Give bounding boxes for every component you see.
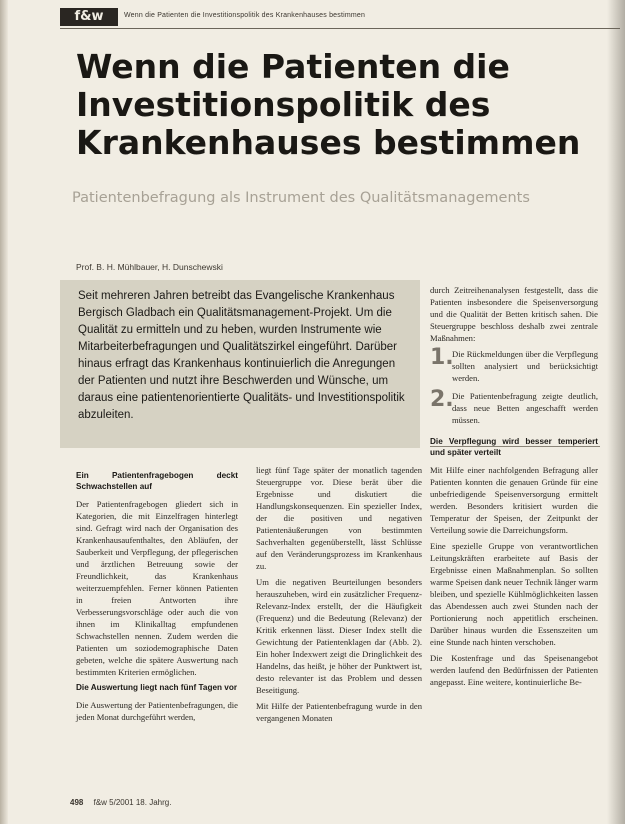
page-spine-shadow bbox=[0, 0, 8, 824]
column-2-paragraph-3: Mit Hilfe der Patientenbefragung wurde in den vergangenen Monaten bbox=[256, 701, 422, 723]
column-1-paragraph-2: Die Auswertung der Patientenbefragungen, die jeden Monat durchgeführt werden, bbox=[76, 700, 238, 722]
section-heading-evaluation: Die Auswertung liegt nach fünf Tagen vor bbox=[76, 683, 238, 692]
numbered-item-2 bbox=[430, 387, 598, 426]
issue-info: f&w 5/2001 18. Jahrg. bbox=[93, 798, 172, 807]
header-divider bbox=[60, 28, 620, 29]
column-2-paragraph-1: liegt fünf Tage später der monatlich tagenden Steuergruppe vor. Diese berät über die Ergebnisse und diskutiert die Handlungskonsequenzen. Ein spezieller Index, der die positiven und negativen Patientenäußerungen von bestimmten Sachverhalten gegenüberstellt, lässt Schlüsse auf den Veränderungsprozess im Krankenhaus zu. bbox=[256, 465, 422, 571]
intro-text: Seit mehreren Jahren betreibt das Evangelische Krankenhaus Bergisch Gladbach ein Qualitätsmanagement-Projekt. Um die Qualität zu ermitteln und zu heben, wurden Instrumente wie Mitarbeiterbefragungen und Qualitätszirkel eingeführt. Darüber hinaus erfragt das Krankenhaus kontinuierlich die Anregungen der Patienten und nutzt ihre Beschwerden und Wünsche, um daraus eine patientenorientierte Qualitäts- und Investitionspolitik abzuleiten. bbox=[78, 290, 405, 421]
article-title-line-1: Wenn die Patienten die bbox=[76, 47, 510, 86]
article-title-line-3: Krankenhauses bestimmen bbox=[76, 123, 581, 162]
page-footer bbox=[70, 798, 171, 807]
column-1-paragraph-1: Der Patientenfragebogen gliedert sich in Kategorien, die mit Einzelfragen hinterlegt sind. Gefragt wird nach der Organisation des Krankenhausaufenthaltes, den Abläufen, der Sauberkeit und Verpflegung, der pflegerischen und ärztlichen Betreuung sowie der Freundlichkeit, das Krankenhaus weiterzuempfehlen. Ferner können Patienten in freien Antworten ihre Verbesserungsvorschläge oder auch die von ihnen im Klinikalltag empfundenen Schwachstellen nennen. Zudem werden die Patienten um soziodemographische Daten gebeten, welche die spätere Auswertung nach bestimmten Kriterien ermöglichen. bbox=[76, 499, 238, 677]
article-title bbox=[76, 48, 625, 162]
column-2-paragraph-2: Um die negativen Beurteilungen besonders herauszuheben, wird ein zusätzlicher Frequenz-Relevanz-Index erstellt, der die Häufigkeit (Frequenz) und die Bedeutung (Relevanz) der Kritik erkennen lässt. Dieser Index stellt die Gewichtung der Patientenklagen dar (Abb. 2). Ein hoher Indexwert zeigt die Dringlichkeit des Handelns, das heißt, je höher der Punktwert ist, desto relevanter ist das Problem und dessen Beseitigung. bbox=[256, 577, 422, 695]
magazine-logo: f&w bbox=[60, 8, 118, 26]
running-title: Wenn die Patienten die Investitionspolitik des Krankenhauses bestimmen bbox=[124, 12, 366, 19]
numbered-item-1-number: 1. bbox=[430, 345, 454, 370]
column-3 bbox=[430, 284, 598, 692]
section-heading-catering: Die Verpflegung wird besser temperiert und später verteilt bbox=[430, 437, 598, 457]
article-title-line-2: Investitionspolitik des bbox=[76, 85, 491, 124]
column-3-paragraph-3: Eine spezielle Gruppe von verantwortlichen Leitungskräften erarbeitete auf Basis der Ergebnisse einen Maßnahmenplan. So sollten warme Speisen dank neuer Technik länger warm bleiben, und spezielle Kühlmöglichkeiten lassen das Abendessen auch zwei Stunden nach der Portionierung noch appetitlich erscheinen. Darüber hinaus wurden die Essenszeiten um eine Stunde nach hinten verschoben. bbox=[430, 541, 598, 647]
column-2 bbox=[256, 464, 422, 728]
column-3-paragraph-2: Mit Hilfe einer nachfolgenden Befragung aller Patienten konnten die genauen Gründe für eine unbefriedigende Speisenversorgung ermittelt werden. Besonders kritisiert wurden die Temperatur der Speisen, der Zeitpunkt der Verteilung sowie die Darreichungsform. bbox=[430, 465, 598, 535]
numbered-item-2-number: 2. bbox=[430, 387, 454, 412]
numbered-item-2-text: Die Patientenbefragung zeigte deutlich, dass neue Betten angeschafft werden müssen. bbox=[452, 391, 598, 425]
column-3-paragraph-1: durch Zeitreihenanalysen festgestellt, dass die Patienten insbesondere die Speisenversorgung und die Qualität der Betten kritisch sahen. Die Steuergruppe beschloss deshalb zwei zentrale Maßnahmen: bbox=[430, 285, 598, 343]
column-3-divider bbox=[430, 446, 600, 447]
numbered-item-1-text: Die Rückmeldungen über die Verpflegung sollten analysiert und berücksichtigt werden. bbox=[452, 349, 598, 383]
column-1 bbox=[76, 468, 238, 727]
article-authors: Prof. B. H. Mühlbauer, H. Dunschewski bbox=[76, 262, 223, 272]
article-subtitle: Patientenbefragung als Instrument des Qualitätsmanagements bbox=[72, 190, 530, 206]
section-heading-questionnaire: Ein Patientenfragebogen deckt Schwachstellen auf bbox=[76, 471, 238, 491]
numbered-item-1 bbox=[430, 345, 598, 384]
page-number: 498 bbox=[70, 798, 84, 807]
column-3-paragraph-4: Die Kostenfrage und das Speisenangebot werden laufend den Bedürfnissen der Patienten angepasst. Eine weitere, kontinuierliche Be- bbox=[430, 653, 598, 687]
